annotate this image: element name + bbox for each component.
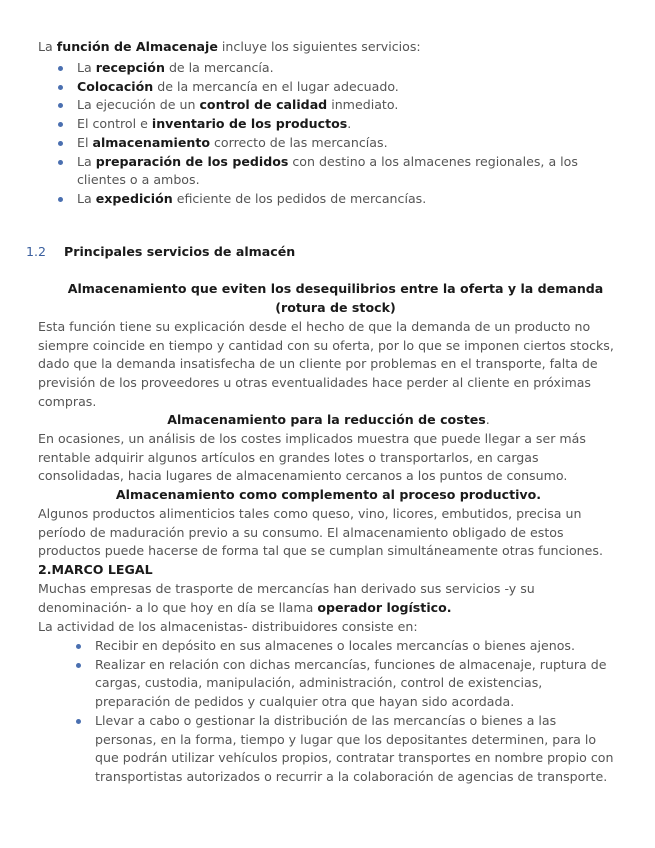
list-item: La expedición eficiente de los pedidos de mercancías. bbox=[38, 190, 619, 209]
paragraph-costes: En ocasiones, un análisis de los costes implicados muestra que puede llegar a ser más rentable adquirir algunos artículos en grandes lotes o transportarlos, en cargas consolidadas, hacia lugares de almacenamiento cercanos a los puntos de consumo. bbox=[38, 431, 586, 484]
paragraph-productivo: Algunos productos alimenticios tales como queso, vino, licores, embutidos, precisa un período de maduración previo a su consumo. El almacenamiento obligado de estos productos puede hacerse de forma tal que se cumplan simultáneamente otras funciones. bbox=[38, 506, 603, 559]
services-list bbox=[38, 59, 619, 209]
list-item: Llevar a cabo o gestionar la distribución de las mercancías o bienes a las personas, en la forma, tiempo y lugar que los depositantes determinen, para lo que podrán utilizar vehículos propios, contratar transportes en nombre propio con transportistas autorizados o recurrir a la colaboración de agencias de transporte. bbox=[38, 712, 619, 787]
list-item: Realizar en relación con dichas mercancías, funciones de almacenaje, ruptura de cargas, custodia, manipulación, administración, control de existencias, preparación de pedidos y cualquier otra que hayan sido acordada. bbox=[38, 656, 619, 712]
intro-bold: función de Almacenaje bbox=[56, 39, 218, 54]
intro-paragraph bbox=[38, 38, 619, 57]
intro-text-end: incluye los siguientes servicios: bbox=[217, 39, 421, 54]
heading-productivo: Almacenamiento como complemento al proceso productivo. bbox=[115, 487, 542, 502]
list-item: La ejecución de un control de calidad inmediato. bbox=[38, 96, 619, 115]
heading-costes: Almacenamiento para la reducción de costes. bbox=[167, 412, 490, 427]
activities-list bbox=[38, 637, 619, 787]
section-title: Principales servicios de almacén bbox=[64, 244, 296, 259]
list-item: Recibir en depósito en sus almacenes o locales mercancías o bienes ajenos. bbox=[38, 637, 619, 656]
legal-heading: 2.MARCO LEGAL bbox=[38, 562, 153, 577]
paragraph-stock: Esta función tiene su explicación desde el hecho de que la demanda de un producto no siempre coincide en tiempo y cantidad con su oferta, por lo que se imponen ciertos stocks, dado que la demanda insatisfecha de un cliente por problemas en el transporte, falta de previsión de los proveedores u otras eventualidades hace perder al cliente en próximas compras. bbox=[38, 319, 614, 409]
paragraph-actividad: La actividad de los almacenistas- distribuidores consiste en: bbox=[38, 619, 418, 634]
list-item: El control e inventario de los productos. bbox=[38, 115, 619, 134]
section-heading bbox=[26, 243, 295, 262]
list-item: La recepción de la mercancía. bbox=[38, 59, 619, 78]
intro-text: La bbox=[38, 39, 57, 54]
paragraph-operador: Muchas empresas de trasporte de mercancías han derivado sus servicios -y su denominación- a lo que hoy en día se llama operador logístico. bbox=[38, 581, 535, 615]
section-number: 1.2 bbox=[26, 244, 47, 259]
heading-stock: Almacenamiento que eviten los desequilibrios entre la oferta y la demanda (rotura de stock) bbox=[67, 281, 604, 315]
list-item: Colocación de la mercancía en el lugar adecuado. bbox=[38, 78, 619, 97]
list-item: La preparación de los pedidos con destino a los almacenes regionales, a los clientes o a ambos. bbox=[38, 153, 619, 190]
list-item: El almacenamiento correcto de las mercancías. bbox=[38, 134, 619, 153]
